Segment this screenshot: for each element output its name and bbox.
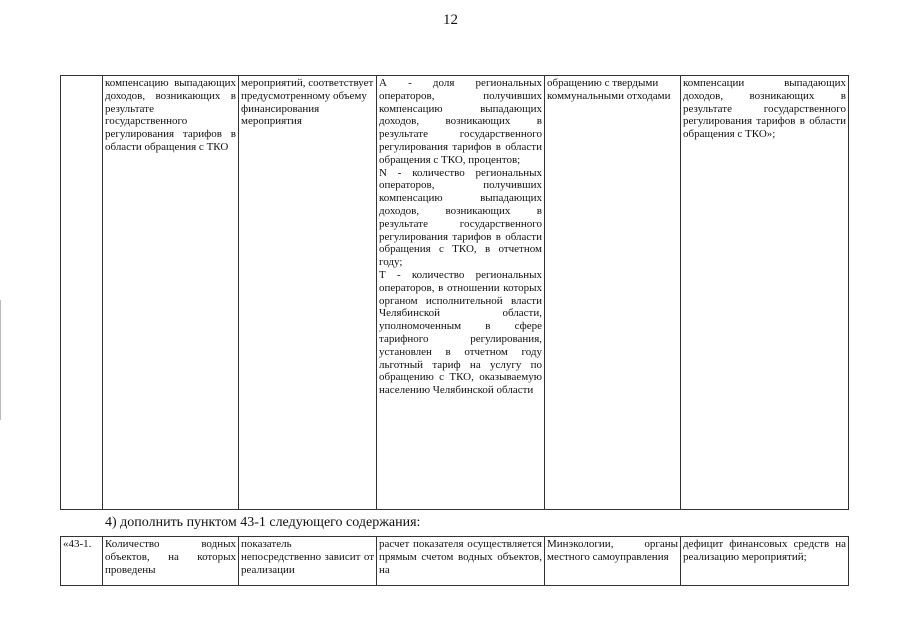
cell-factors: компенсации выпадающих доходов, возникающих в результате государственного регулирования тарифов в области обращения с ТКО»;	[681, 76, 849, 510]
cell-number	[61, 76, 103, 510]
cell-calculation-method: расчет показателя осуществляется прямым счетом водных объектов, на	[377, 537, 545, 586]
cell-relation: мероприятий, соответствует предусмотренному объему финансирования мероприятия	[239, 76, 377, 510]
indicators-table-new-item	[60, 536, 849, 586]
cell-calculation-method	[377, 76, 545, 510]
cell-number: «43-1.	[61, 537, 103, 586]
scan-gutter-line	[0, 300, 1, 420]
cell-indicator-name: Количество водных объектов, на которых проведены	[103, 537, 239, 586]
cell-responsible: обращению с твердыми коммунальными отходами	[545, 76, 681, 510]
formula-variable-a: А - доля региональных операторов, получивших компенсацию выпадающих доходов, возникающих в результате государственного регулирования тарифов в области обращения с ТКО, процентов;	[379, 77, 542, 166]
cell-responsible: Минэкологии, органы местного самоуправления	[545, 537, 681, 586]
indicators-table-continuation	[60, 75, 849, 510]
page-number: 12	[443, 12, 458, 28]
table-row	[61, 537, 849, 586]
formula-variable-n: N - количество региональных операторов, получивших компенсацию выпадающих доходов, возникающих в результате государственного регулирования тарифов в области обращения с ТКО, в отчетном году;	[379, 166, 542, 269]
cell-indicator-name: компенсацию выпадающих доходов, возникающих в результате государственного регулирования тарифов в области обращения с ТКО	[103, 76, 239, 510]
cell-relation: показатель непосредственно зависит от реализации	[239, 537, 377, 586]
amendment-text: 4) дополнить пунктом 43-1 следующего содержания:	[105, 515, 421, 530]
table-row	[61, 76, 849, 510]
formula-variable-t: Т - количество региональных операторов, в отношении которых органом исполнительной власти Челябинской области, уполномоченным в сфере тарифного регулирования, установлен в отчетном году льготный тариф на услугу по обращению с ТКО, оказываемую населению Челябинской области	[379, 268, 542, 397]
cell-factors: дефицит финансовых средств на реализацию мероприятий;	[681, 537, 849, 586]
